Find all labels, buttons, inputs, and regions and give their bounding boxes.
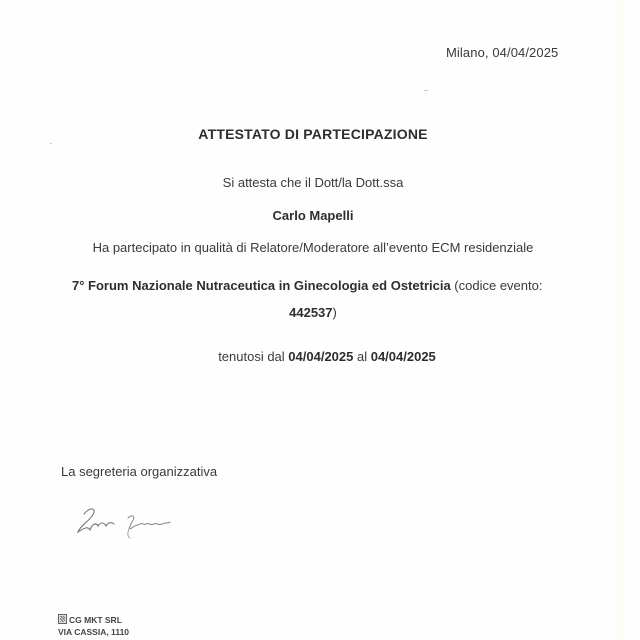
certificate-title: ATTESTATO DI PARTECIPAZIONE xyxy=(198,126,428,142)
scan-speck xyxy=(424,90,428,91)
event-dates-line xyxy=(14,349,640,364)
event-code-line xyxy=(0,305,626,320)
event-code: 442537 xyxy=(289,305,333,320)
date-to: 04/04/2025 xyxy=(370,349,436,364)
event-name: 7° Forum Nazionale Nutraceutica in Ginecologia ed Ostetricia xyxy=(72,278,451,293)
participant-name: Carlo Mapelli xyxy=(272,208,354,223)
participation-role-line: Ha partecipato in qualità di Relatore/Moderatore all’evento ECM residenziale xyxy=(92,240,534,255)
date-from: 04/04/2025 xyxy=(288,349,354,364)
dates-prefix: tenutosi dal xyxy=(218,349,289,364)
place-and-date: Milano, 04/04/2025 xyxy=(446,45,559,60)
dates-mid: al xyxy=(353,349,371,364)
event-code-suffix: ) xyxy=(332,305,337,320)
event-line xyxy=(72,278,564,293)
company-line xyxy=(58,614,129,626)
company-logo-icon xyxy=(58,614,67,624)
company-name: CG MKT SRL xyxy=(69,615,122,625)
event-code-prefix: (codice evento: xyxy=(450,278,543,293)
scan-edge-shading xyxy=(614,0,628,640)
scan-speck xyxy=(50,143,52,144)
signature-icon xyxy=(70,500,180,550)
attestation-line: Si attesta che il Dott/la Dott.ssa xyxy=(222,175,404,190)
company-footer xyxy=(58,614,129,638)
company-address: VIA CASSIA, 1110 xyxy=(58,627,130,637)
organizing-secretariat-label: La segreteria organizzativa xyxy=(61,464,218,479)
